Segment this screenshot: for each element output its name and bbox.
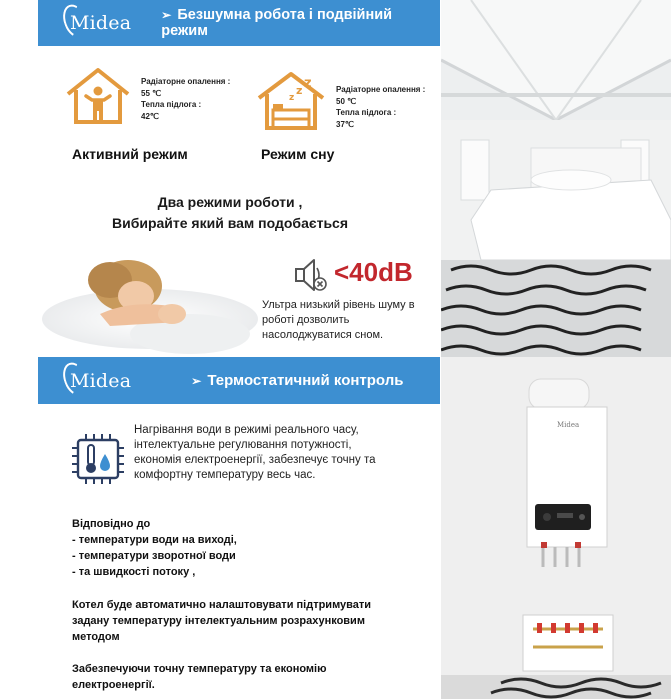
feature-text: Нагрівання води в режимі реального часу, інтелектуальне регулювання потужності, економія електроенергії, забезпечує точну та комфортну температуру весь час. bbox=[134, 424, 376, 481]
banner-title: ➢ Безшумна робота і подвійний режим bbox=[161, 7, 393, 39]
page-margin bbox=[0, 0, 34, 699]
list-item: - температури води на виході, bbox=[72, 534, 237, 546]
midea-logo: Midea bbox=[70, 370, 131, 392]
paragraph-line: Котел буде автоматично налаштовувати підтримувати bbox=[72, 599, 372, 611]
heating-value: 50 ℃ bbox=[336, 96, 357, 106]
house-person-icon bbox=[64, 66, 132, 126]
paragraph-line: задану температуру інтелектуальним розрахунковим bbox=[72, 615, 365, 627]
paragraph-economy bbox=[72, 661, 327, 693]
heading-line-1: Два режими роботи , bbox=[157, 194, 303, 210]
heating-value: 55 ℃ bbox=[141, 88, 162, 98]
svg-text:z: z bbox=[304, 76, 312, 91]
mode-sleep-label: Режим сну bbox=[261, 146, 335, 162]
paragraph-line: методом bbox=[72, 631, 120, 643]
paragraph-auto-adjust bbox=[72, 597, 371, 645]
banner-title: ➢ Термостатичний контроль bbox=[191, 372, 404, 389]
floor-label: Тепла підлога : bbox=[336, 108, 397, 117]
boiler-brand: Midea bbox=[557, 421, 580, 429]
svg-text:z: z bbox=[289, 93, 295, 103]
bedroom-photo bbox=[441, 0, 671, 357]
list-item: - та швидкості потоку , bbox=[72, 566, 196, 578]
floor-label: Тепла підлога : bbox=[141, 100, 202, 109]
noise-level: <40dB bbox=[334, 257, 413, 287]
section-banner-thermostat bbox=[38, 357, 440, 404]
paragraph-line: електроенергії. bbox=[72, 679, 155, 691]
noise-description: Ультра низький рівень шуму в роботі дозволить насолоджуватися сном. bbox=[262, 299, 415, 341]
list-intro: Відповідно до bbox=[72, 518, 151, 530]
thermometer-chip-icon bbox=[70, 432, 126, 486]
svg-text:z: z bbox=[296, 84, 303, 97]
section-banner-silent bbox=[38, 0, 440, 46]
floor-value: 37℃ bbox=[336, 119, 354, 129]
heading-line-2: Вибирайте який вам подобається bbox=[111, 215, 349, 231]
sleeping-woman-image bbox=[40, 244, 260, 354]
heating-label: Радіаторне опалення : bbox=[336, 85, 426, 94]
modes-heading bbox=[60, 192, 400, 234]
parameters-list bbox=[72, 516, 237, 580]
list-item: - температури зворотної води bbox=[72, 550, 236, 562]
heating-label: Радіаторне опалення : bbox=[141, 77, 231, 86]
paragraph-line: Забезпечуючи точну температуру та економію bbox=[72, 663, 327, 675]
house-sleep-icon bbox=[255, 70, 327, 132]
mode-active-label: Активний режим bbox=[72, 146, 188, 162]
speaker-mute-icon bbox=[293, 256, 331, 296]
boiler-photo bbox=[441, 357, 671, 699]
floor-value: 42℃ bbox=[141, 111, 159, 121]
midea-logo: Midea bbox=[70, 12, 131, 34]
